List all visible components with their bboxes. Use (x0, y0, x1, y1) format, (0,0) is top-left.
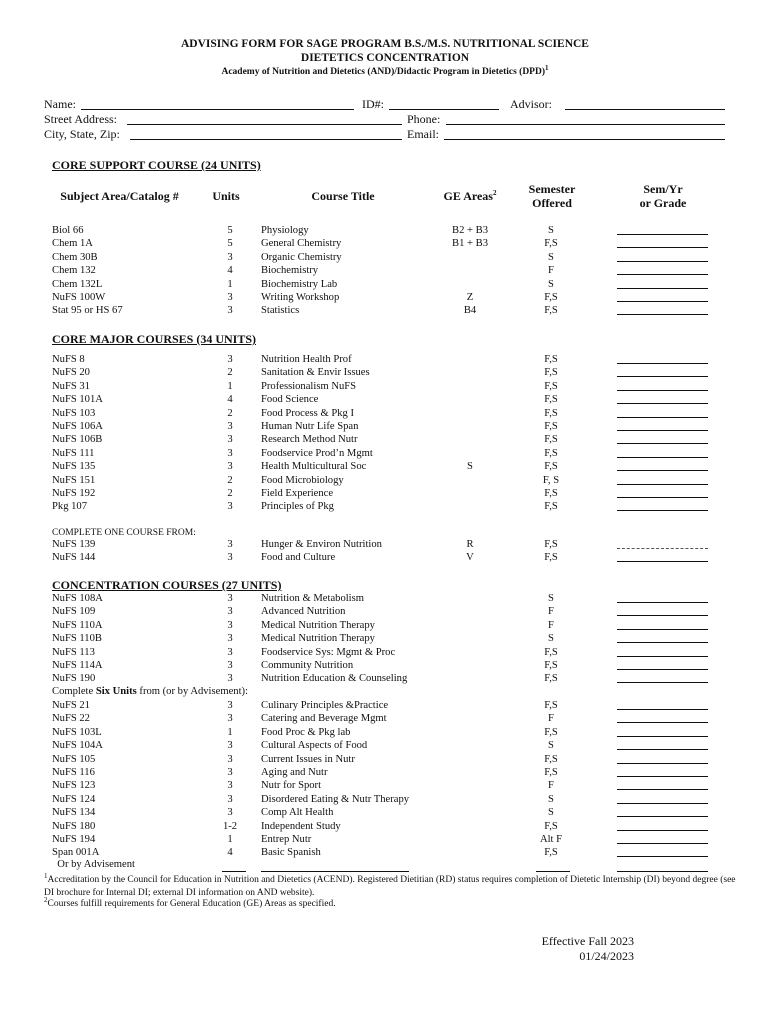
course-code: NuFS 114A (52, 660, 103, 671)
table-row (0, 846, 770, 859)
table-row (0, 619, 770, 632)
course-semester: F,S (544, 354, 558, 365)
course-code: NuFS 180 (52, 820, 96, 832)
grade-entry-field[interactable] (617, 497, 708, 498)
course-title: Research Method Nutr (261, 434, 358, 446)
form-subtitle: DIETETICS CONCENTRATION (300, 52, 470, 64)
advisement-label: Or by Advisement (57, 859, 135, 870)
course-semester: F,S (544, 461, 558, 473)
course-semester: S (548, 793, 554, 805)
course-code: Chem 132L (52, 278, 103, 290)
course-semester: Alt F (539, 834, 563, 845)
table-row (0, 291, 770, 304)
grade-entry-field[interactable] (617, 776, 708, 777)
course-title: Principles of Pkg (261, 501, 334, 513)
course-code: NuFS 134 (52, 807, 96, 819)
course-title: Disordered Eating & Nutr Therapy (261, 793, 410, 805)
grade-entry-field[interactable] (617, 615, 708, 616)
course-title: Physiology (261, 225, 309, 236)
course-title: Health Multicultural Soc (261, 461, 367, 473)
course-code: NuFS 190 (52, 673, 96, 685)
course-code: NuFS 106B (52, 434, 103, 446)
course-semester: F,S (544, 305, 558, 317)
course-ge-area: S (467, 461, 473, 473)
table-row (0, 433, 770, 446)
name-field[interactable] (81, 109, 354, 110)
table-row (0, 407, 770, 420)
table-row (0, 726, 770, 739)
effective-term: Effective Fall 2023 (541, 934, 634, 948)
phone-label: Phone: (407, 112, 441, 126)
course-units: 2 (227, 488, 233, 499)
course-semester: S (548, 251, 554, 263)
course-semester: F,S (544, 753, 558, 765)
course-semester: F (548, 780, 554, 792)
course-title: Biochemistry Lab (261, 278, 338, 290)
table-row (0, 659, 770, 672)
course-title: Aging and Nutr (261, 767, 328, 778)
course-code: NuFS 144 (52, 552, 96, 564)
course-code: Span 001A (52, 847, 100, 859)
core-major-heading: CORE MAJOR COURSES (34 UNITS) (52, 332, 257, 346)
course-units: 3 (227, 633, 233, 645)
course-ge-area: V (466, 552, 474, 564)
email-field[interactable] (444, 139, 725, 140)
course-title: Food Proc & Pkg lab (261, 726, 351, 738)
course-semester: F (548, 606, 554, 618)
grade-entry-field[interactable] (617, 830, 708, 831)
course-semester: F (548, 713, 554, 725)
course-code: NuFS 106A (52, 421, 103, 432)
course-title: Nutr for Sport (261, 780, 322, 792)
course-units: 3 (227, 461, 233, 473)
course-units: 3 (227, 700, 233, 711)
course-title: Professionalism NuFS (261, 380, 357, 392)
grade-entry-field[interactable] (617, 234, 708, 235)
course-units: 2 (227, 367, 233, 379)
advisor-label: Advisor: (510, 97, 552, 111)
course-code: NuFS 21 (52, 700, 90, 711)
table-row (0, 278, 770, 291)
table-row (0, 474, 770, 487)
course-title: Food Microbiology (261, 474, 344, 486)
course-title: Advanced Nutrition (261, 606, 346, 618)
course-ge-area: Z (466, 292, 474, 303)
footnote-1: $^1$Accreditation by the Council for Education in Nutrition and Dietetics (ACEND). Registered Dietitian (RD) status requires completion of Dietetic Internship (DI) beyond degree (see DI brochure for Internal DI; external DI information on AND website). (44, 871, 736, 898)
grade-entry-field[interactable] (617, 390, 708, 391)
course-code: NuFS 108A (52, 593, 103, 604)
grade-entry-field[interactable] (617, 301, 708, 302)
advisement-grade-field[interactable] (617, 871, 708, 872)
grade-entry-field[interactable] (617, 856, 708, 857)
grade-entry-field[interactable] (617, 749, 708, 750)
course-code: Stat 95 or HS 67 (52, 305, 123, 317)
grade-entry-field[interactable] (617, 261, 708, 262)
grade-entry-field[interactable] (617, 642, 708, 643)
id-label: ID#: (362, 97, 384, 111)
course-units: 3 (227, 780, 233, 792)
grade-entry-field[interactable] (617, 722, 708, 723)
col-ge: GE Areas$^2$ (443, 189, 497, 203)
course-units: 1 (227, 726, 233, 738)
advisement-title-field[interactable] (261, 871, 409, 872)
course-units: 5 (227, 238, 233, 250)
col-units: Units (212, 189, 240, 203)
course-semester: S (548, 278, 554, 290)
course-units: 3 (227, 593, 233, 604)
grade-entry-field[interactable] (617, 669, 708, 670)
course-units: 3 (227, 619, 233, 631)
grade-entry-field[interactable] (617, 403, 708, 404)
table-row (0, 605, 770, 618)
course-code: NuFS 100W (52, 292, 106, 303)
table-row (0, 632, 770, 645)
grade-entry-field[interactable] (617, 314, 708, 315)
table-row (0, 779, 770, 792)
table-row (0, 712, 770, 725)
grade-entry-field[interactable] (617, 376, 708, 377)
course-title: Comp Alt Health (261, 807, 334, 819)
grade-entry-field[interactable] (617, 602, 708, 603)
footnote-2: $^2$Courses fulfill requirements for General Education (GE) Areas as specified. (44, 895, 336, 909)
table-row (0, 487, 770, 500)
name-label: Name: (44, 97, 76, 111)
course-units: 1-2 (222, 820, 238, 832)
course-title: Biochemistry (261, 265, 319, 277)
effective-block (480, 934, 634, 964)
course-title: Foodservice Prod’n Mgmt (261, 447, 373, 459)
course-code: NuFS 103L (52, 726, 102, 738)
table-row (0, 833, 770, 846)
course-units: 3 (227, 305, 233, 317)
grade-entry-field[interactable] (617, 682, 708, 683)
course-title: Catering and Beverage Mgmt (261, 713, 387, 725)
course-title: Nutrition & Metabolism (261, 593, 364, 604)
core-support-heading: CORE SUPPORT COURSE (24 UNITS) (52, 158, 261, 172)
grade-entry-field[interactable] (617, 736, 708, 737)
course-semester: F,S (544, 367, 558, 379)
course-code: NuFS 20 (52, 367, 90, 379)
table-row (0, 237, 770, 250)
course-title: Culinary Principles &Practice (261, 700, 389, 711)
course-title: Human Nutr Life Span (261, 421, 359, 432)
table-row (0, 538, 770, 551)
table-row (0, 264, 770, 277)
course-units: 2 (227, 474, 233, 486)
course-ge-area: R (466, 539, 474, 550)
course-units: 3 (227, 434, 233, 446)
complete-one-label: COMPLETE ONE COURSE FROM: (52, 528, 196, 538)
course-code: Biol 66 (52, 225, 84, 236)
col-semester: Semester Offered (528, 182, 576, 210)
course-semester: F,S (544, 394, 558, 406)
course-title: Field Experience (261, 488, 334, 499)
course-semester: F,S (544, 847, 558, 859)
table-row (0, 766, 770, 779)
table-row (0, 353, 770, 366)
course-code: NuFS 110B (52, 633, 102, 645)
grade-entry-field[interactable] (617, 656, 708, 657)
table-row (0, 393, 770, 406)
col-title: Course Title (311, 189, 375, 203)
course-units: 3 (227, 753, 233, 765)
course-ge-area: B4 (463, 305, 477, 317)
course-code: NuFS 105 (52, 753, 96, 765)
course-title: Organic Chemistry (261, 251, 342, 263)
course-code: NuFS 124 (52, 793, 96, 805)
course-code: Chem 132 (52, 265, 96, 277)
grade-entry-field[interactable] (617, 470, 708, 471)
course-title: Hunger & Environ Nutrition (261, 539, 382, 550)
course-code: NuFS 101A (52, 394, 103, 406)
course-units: 3 (227, 354, 233, 365)
grade-entry-field[interactable] (617, 274, 708, 275)
course-title: General Chemistry (261, 238, 342, 250)
phone-field[interactable] (446, 124, 725, 125)
course-title: Independent Study (261, 820, 341, 832)
course-code: NuFS 111 (52, 447, 95, 459)
grade-entry-field[interactable] (617, 789, 708, 790)
course-title: Cultural Aspects of Food (261, 740, 368, 752)
course-units: 3 (227, 606, 233, 618)
grade-entry-field[interactable] (617, 510, 708, 511)
course-code: Pkg 107 (52, 501, 88, 513)
course-semester: F,S (544, 447, 558, 459)
course-code: NuFS 22 (52, 713, 90, 725)
advisement-sem-field[interactable] (536, 871, 570, 872)
concentration-heading: CONCENTRATION COURSES (27 UNITS) (52, 578, 282, 592)
course-units: 4 (227, 847, 233, 859)
course-semester: F,S (544, 726, 558, 738)
course-semester: F,S (544, 421, 558, 432)
course-title: Current Issues in Nutr (261, 753, 355, 765)
course-units: 1 (227, 380, 233, 392)
grade-entry-field[interactable] (617, 561, 708, 562)
table-row (0, 500, 770, 513)
course-semester: S (548, 740, 554, 752)
grade-entry-field[interactable] (617, 548, 708, 549)
grade-entry-field[interactable] (617, 430, 708, 431)
table-row (0, 592, 770, 605)
col-subject: Subject Area/Catalog # (60, 189, 179, 203)
advisement-units-field[interactable] (222, 871, 246, 872)
street-field[interactable] (127, 124, 402, 125)
course-semester: F,S (544, 660, 558, 671)
course-code: NuFS 123 (52, 780, 96, 792)
course-units: 4 (227, 265, 233, 277)
course-units: 3 (227, 292, 233, 303)
course-title: Sanitation & Envir Issues (261, 367, 370, 379)
form-title: ADVISING FORM FOR SAGE PROGRAM B.S./M.S. NUTRITIONAL SCIENCE (181, 38, 589, 50)
advisor-field[interactable] (565, 109, 725, 110)
course-units: 3 (227, 646, 233, 658)
grade-entry-field[interactable] (617, 443, 708, 444)
grade-entry-field[interactable] (617, 629, 708, 630)
course-code: NuFS 103 (52, 407, 96, 419)
form-accreditation-line: Academy of Nutrition and Dietetics (AND)/Didactic Program in Dietetics (DPD)$^1$ (221, 63, 549, 77)
six-units-label: Complete Six Units from (or by Advisement): (52, 686, 248, 697)
table-row (0, 460, 770, 473)
grade-entry-field[interactable] (617, 709, 708, 710)
course-title: Basic Spanish (261, 847, 321, 859)
course-units: 3 (227, 713, 233, 725)
grade-entry-field[interactable] (617, 484, 708, 485)
table-row (0, 672, 770, 685)
course-title: Nutrition Health Prof (261, 354, 352, 365)
table-row (0, 304, 770, 317)
course-code: NuFS 192 (52, 488, 96, 499)
course-title: Food Science (261, 394, 319, 406)
course-code: NuFS 194 (52, 834, 96, 845)
course-units: 3 (227, 767, 233, 778)
grade-entry-field[interactable] (617, 417, 708, 418)
course-units: 3 (227, 501, 233, 513)
course-code: NuFS 116 (52, 767, 95, 778)
grade-entry-field[interactable] (617, 457, 708, 458)
course-title: Medical Nutrition Therapy (261, 619, 375, 631)
course-code: NuFS 109 (52, 606, 96, 618)
table-row (0, 366, 770, 379)
course-title: Community Nutrition (261, 660, 354, 671)
course-title: Foodservice Sys: Mgmt & Proc (261, 646, 396, 658)
street-label: Street Address: (44, 112, 117, 126)
course-semester: F,S (544, 434, 558, 446)
col-grade: Sem/Yr or Grade (639, 182, 687, 210)
course-semester: F,S (544, 380, 558, 392)
course-semester: S (548, 593, 554, 604)
course-semester: F,S (544, 292, 558, 303)
table-row (0, 793, 770, 806)
city-label: City, State, Zip: (44, 127, 120, 141)
course-semester: F,S (544, 488, 558, 499)
course-units: 1 (227, 278, 233, 290)
course-units: 3 (227, 673, 233, 685)
course-title: Food Process & Pkg I (261, 407, 354, 419)
table-row (0, 820, 770, 833)
table-row (0, 699, 770, 712)
course-semester: S (548, 807, 554, 819)
course-code: NuFS 110A (52, 619, 103, 631)
grade-entry-field[interactable] (617, 288, 708, 289)
course-title: Medical Nutrition Therapy (261, 633, 375, 645)
table-row (0, 806, 770, 819)
table-row (0, 420, 770, 433)
course-units: 3 (227, 740, 233, 752)
course-units: 3 (227, 660, 233, 671)
course-units: 3 (227, 447, 233, 459)
course-code: NuFS 139 (52, 539, 96, 550)
course-ge-area: B1 + B3 (452, 238, 488, 250)
course-units: 5 (227, 225, 233, 236)
table-row (0, 739, 770, 752)
course-code: NuFS 31 (52, 380, 90, 392)
course-title: Statistics (261, 305, 300, 317)
course-ge-area: B2 + B3 (452, 225, 488, 236)
id-field[interactable] (389, 109, 499, 110)
course-code: NuFS 8 (52, 354, 85, 365)
course-semester: S (548, 225, 554, 236)
course-code: NuFS 135 (52, 461, 96, 473)
course-units: 2 (227, 407, 233, 419)
course-code: NuFS 151 (52, 474, 96, 486)
course-semester: F (548, 265, 554, 277)
course-semester: F,S (544, 767, 558, 778)
course-units: 4 (227, 394, 233, 406)
course-semester: F,S (544, 820, 558, 832)
table-row (0, 447, 770, 460)
grade-entry-field[interactable] (617, 816, 708, 817)
effective-date: 01/24/2023 (579, 949, 634, 963)
course-semester: F,S (544, 501, 558, 513)
course-code: NuFS 104A (52, 740, 103, 752)
city-field[interactable] (130, 139, 402, 140)
course-units: 3 (227, 552, 233, 564)
course-units: 3 (227, 793, 233, 805)
grade-entry-field[interactable] (617, 843, 708, 844)
course-title: Nutrition Education & Counseling (261, 673, 408, 685)
course-semester: F,S (544, 407, 558, 419)
course-units: 1 (227, 834, 233, 845)
course-code: NuFS 113 (52, 646, 95, 658)
table-row (0, 551, 770, 564)
course-code: Chem 1A (52, 238, 93, 250)
course-units: 3 (227, 807, 233, 819)
course-semester: S (548, 633, 554, 645)
course-units: 3 (227, 539, 233, 550)
course-units: 3 (227, 421, 233, 432)
course-semester: F,S (544, 646, 558, 658)
email-label: Email: (407, 127, 439, 141)
course-units: 3 (227, 251, 233, 263)
course-semester: F,S (544, 673, 558, 685)
table-row (0, 380, 770, 393)
course-code: Chem 30B (52, 251, 98, 263)
course-title: Writing Workshop (261, 292, 340, 303)
grade-entry-field[interactable] (617, 247, 708, 248)
course-title: Food and Culture (261, 552, 336, 564)
table-row (0, 251, 770, 264)
course-semester: F,S (544, 539, 558, 550)
grade-entry-field[interactable] (617, 363, 708, 364)
course-semester: F,S (544, 700, 558, 711)
table-row (0, 646, 770, 659)
course-semester: F,S (544, 552, 558, 564)
grade-entry-field[interactable] (617, 763, 708, 764)
course-title: Entrep Nutr (261, 834, 312, 845)
course-semester: F, S (542, 474, 560, 486)
table-row (0, 753, 770, 766)
course-semester: F,S (544, 238, 558, 250)
grade-entry-field[interactable] (617, 803, 708, 804)
table-row (0, 224, 770, 237)
course-semester: F (548, 619, 554, 631)
